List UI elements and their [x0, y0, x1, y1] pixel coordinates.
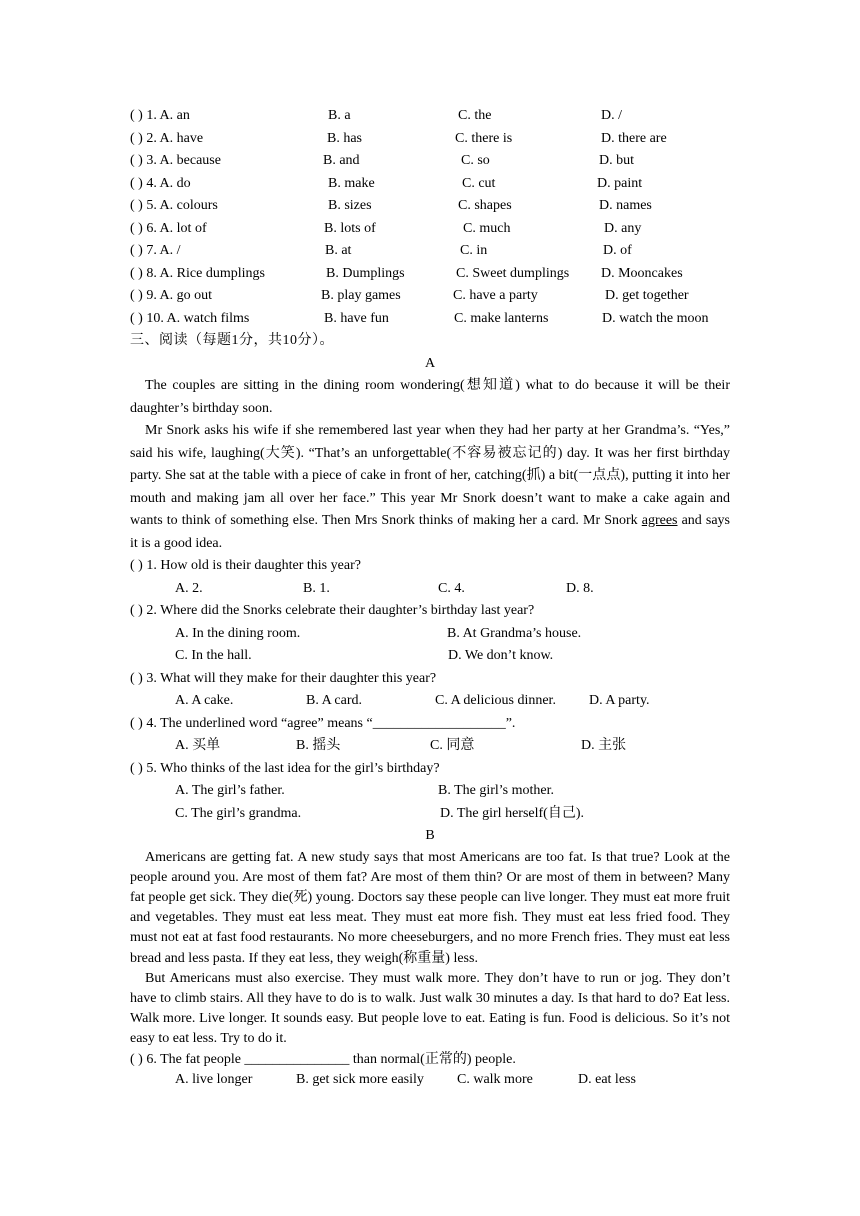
- question-options: A. In the dining room. B. At Grandma’s house.: [175, 625, 582, 641]
- cloze-row: ( ) 8. A. Rice dumplings B. Dumplings C. Sweet dumplings D. Mooncakes: [130, 265, 683, 281]
- exam-page: [130, 105, 730, 1091]
- cloze-row: ( ) 10. A. watch films B. have fun C. make lanterns D. watch the moon: [130, 310, 709, 326]
- question: ( ) 4. The underlined word “agree” means “___________________”.: [130, 715, 516, 731]
- passage-b-paragraph-2: But Americans must also exercise. They must walk more. They don’t have to run or jog. They don’t have to climb stairs. All they have to do is to walk. Just walk 30 minutes a day. Is that hard to do? Eat less. Walk more. Live longer. It sounds easy. But people love to eat. Eating is fun. Food is delicious. So it’s not easy to eat less. Try to do it.: [130, 970, 730, 1047]
- cloze-row: ( ) 7. A. / B. at C. in D. of: [130, 243, 632, 258]
- passage-a-paragraph-2: Mr Snork asks his wife if she remembered last year when they had her party at her Grandma’s. “Yes,” said his wife, laughing(大笑). “That’s an unforgettable(不容易被忘记的) day. It was her first birthday party. She sat at the table with a piece of cake in front of her, catching(抓) a bit(一点点), putting it into her mouth and making jam all over her face.” This year Mr Snork doesn’t want to make a cake again and wants to think of something else. Then Mrs Snork thinks of making her a card. Mr Snork agrees and says it is a good idea.: [130, 423, 731, 551]
- cloze-row: ( ) 2. A. have B. has C. there is D. there are: [130, 130, 667, 146]
- passage-a-label: A: [424, 355, 436, 371]
- passage-b-label: B: [425, 828, 435, 843]
- question-options: A. live longer B. get sick more easily C. walk more D. eat less: [175, 1072, 636, 1088]
- questions-a: [130, 555, 730, 825]
- question-options: A. 2. B. 1. C. 4. D. 8.: [175, 580, 594, 596]
- cloze-row: ( ) 4. A. do B. make C. cut D. paint: [130, 175, 643, 191]
- cloze-row: ( ) 9. A. go out B. play games C. have a party D. get together: [130, 288, 689, 303]
- section-heading: 三、阅读（每题1分，共10分）。: [130, 333, 334, 348]
- question: ( ) 1. How old is their daughter this year?: [130, 558, 361, 573]
- question: ( ) 3. What will they make for their daughter this year?: [130, 670, 437, 686]
- cloze-row: ( ) 5. A. colours B. sizes C. shapes D. names: [130, 198, 652, 213]
- cloze-row: ( ) 6. A. lot of B. lots of C. much D. any: [130, 220, 642, 236]
- question: ( ) 2. Where did the Snorks celebrate their daughter’s birthday last year?: [130, 603, 535, 618]
- cloze-row: ( ) 3. A. because B. and C. so D. but: [130, 153, 634, 168]
- question: ( ) 5. Who thinks of the last idea for the girl’s birthday?: [130, 760, 440, 776]
- cloze-row: ( ) 1. A. an B. a C. the D. /: [130, 108, 622, 123]
- question-options: C. In the hall. D. We don’t know.: [175, 648, 554, 663]
- question-options: A. A cake. B. A card. C. A delicious dinner. D. A party.: [175, 693, 650, 708]
- underlined-word: agrees: [641, 513, 678, 528]
- question-options: A. The girl’s father. B. The girl’s mother.: [175, 783, 555, 798]
- questions-b: [130, 1050, 730, 1091]
- cloze-options: [130, 105, 730, 330]
- question-options: A. 买单 B. 摇头 C. 同意 D. 主张: [175, 738, 627, 753]
- question-options: C. The girl’s grandma. D. The girl herself(自己).: [175, 805, 584, 821]
- question: ( ) 6. The fat people _______________ than normal(正常的) people.: [130, 1051, 516, 1067]
- passage-b-paragraph-1: Americans are getting fat. A new study says that most Americans are too fat. Is that true? Look at the people around you. Are most of them fat? Are most of them thin? Or are most of them in between? Many fat people get sick. They die(死) young. Doctors say these people can live longer. They must eat more fruit and vegetables. They must eat less meat. They must eat more fish. They must eat less fried food. They must not eat at fast food restaurants. No more cheeseburgers, and no more French fries. They must eat less bread and less pasta. If they eat less, they weigh(称重量) less.: [130, 849, 730, 966]
- passage-a-paragraph-1: The couples are sitting in the dining room wondering(想知道) what to do because it will be their daughter’s birthday soon.: [130, 378, 730, 416]
